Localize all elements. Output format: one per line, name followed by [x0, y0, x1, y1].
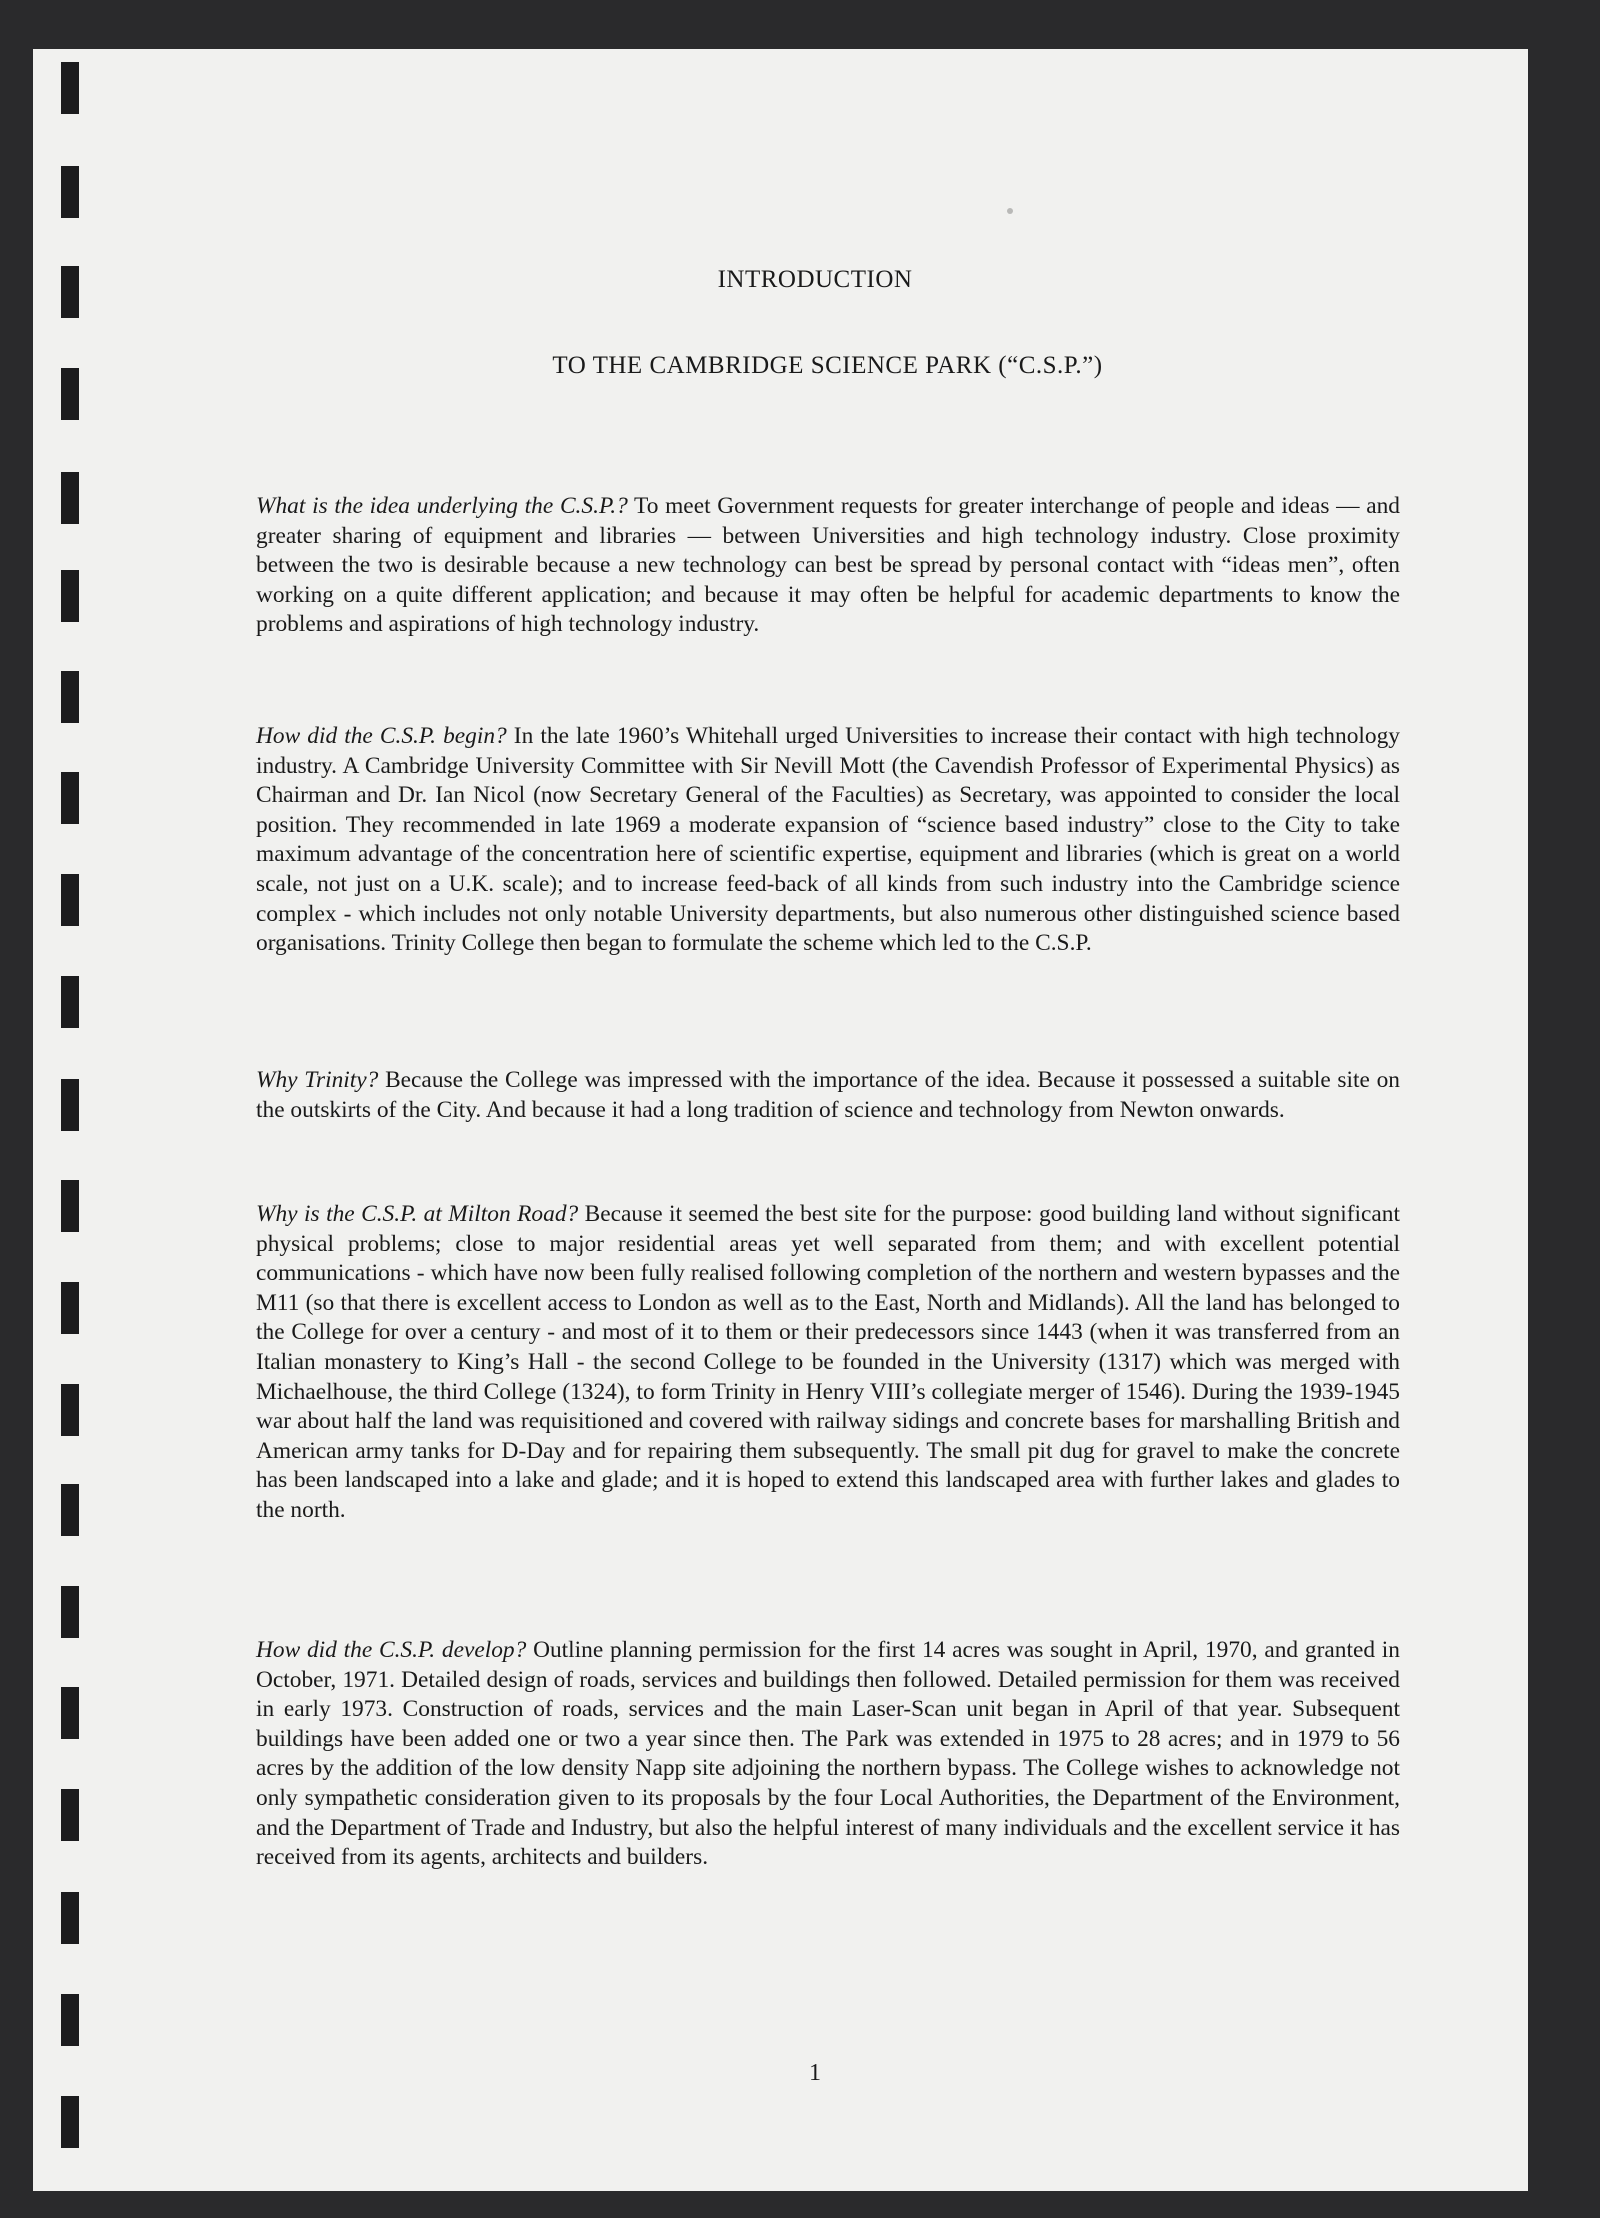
section-text: Because the College was impressed with the importance of the idea. Because it possessed a suitable site on the outskirts of the City. And because it had a long tradition of science and technology from Newton onwards. — [256, 1067, 1400, 1123]
binding-hole — [61, 1994, 79, 2046]
page-number: 1 — [809, 2060, 821, 2086]
document-subtitle: TO THE CAMBRIDGE SCIENCE PARK (“C.S.P.”) — [552, 352, 1103, 379]
section-question: How did the C.S.P. develop? — [256, 1637, 527, 1663]
paper-speck — [1007, 208, 1013, 214]
binding-hole — [61, 1180, 79, 1232]
binding-hole — [61, 1789, 79, 1841]
section-text: Outline planning permission for the first 14 acres was sought in April, 1970, and granted in October, 1971. Detailed design of roads, services and buildings then followed. Detailed permission for them was received in early 1973. Construction of roads, services and the main Laser-Scan unit began in April of that year. Subsequent buildings have been added one or two a year since then. The Park was extended in 1975 to 28 acres; and in 1979 to 56 acres by the addition of the low density Napp site adjoining the northern bypass. The College wishes to acknowledge not only sympathetic consideration given to its proposals by the four Local Authorities, the Department of the Environment, and the Department of Trade and Industry, but also the helpful interest of many individuals and the excellent service it has received from its agents, architects and builders. — [256, 1637, 1400, 1871]
section-develop — [256, 1636, 1400, 1873]
binding-hole — [61, 1687, 79, 1739]
binding-hole — [61, 472, 79, 524]
binding-hole — [61, 874, 79, 926]
binding-hole — [61, 1892, 79, 1944]
binding-hole — [61, 1586, 79, 1638]
section-idea — [256, 492, 1400, 640]
binding-hole — [61, 772, 79, 824]
section-begin — [256, 722, 1400, 959]
section-text: In the late 1960’s Whitehall urged Universities to increase their contact with high technology industry. A Cambridge University Committee with Sir Nevill Mott (the Cavendish Professor of Experimental Physics) as Chairman and Dr. Ian Nicol (now Secretary General of the Faculties) as Secretary, was appointed to consider the local position. They recommended in late 1969 a moderate expansion of “science based industry” close to the City to take maximum advantage of the concentration here of scientific expertise, equipment and libraries (which is great on a world scale, not just on a U.K. scale); and to increase feed-back of all kinds from such industry into the Cambridge science complex - which includes not only notable University departments, but also numerous other distinguished science based organisations. Trinity College then began to formulate the scheme which led to the C.S.P. — [256, 723, 1400, 957]
section-question: Why is the C.S.P. at Milton Road? — [256, 1201, 579, 1227]
binding-hole — [61, 1079, 79, 1131]
binding-hole — [61, 2096, 79, 2148]
binding-hole — [61, 166, 79, 218]
document-title: INTRODUCTION — [717, 266, 913, 293]
section-trinity — [256, 1066, 1400, 1125]
binding-hole — [61, 671, 79, 723]
section-question: What is the idea underlying the C.S.P.? — [256, 493, 628, 519]
binding-hole — [61, 570, 79, 622]
section-question: Why Trinity? — [256, 1067, 379, 1093]
binding-hole — [61, 976, 79, 1028]
section-text: Because it seemed the best site for the purpose: good building land without significant physical problems; close to major residential areas yet well separated from them; and with excellent potential communications - which have now been fully realised following completion of the northern and western bypasses and the M11 (so that there is excellent access to London as well as to the East, North and Midlands). All the land has belonged to the College for over a century - and most of it to them or their predecessors since 1443 (when it was transferred from an Italian monastery to King’s Hall - the second College to be founded in the University (1317) which was merged with Michaelhouse, the third College (1324), to form Trinity in Henry VIII’s collegiate merger of 1546). During the 1939-1945 war about half the land was requisitioned and covered with railway sidings and concrete bases for marshalling British and American army tanks for D-Day and for repairing them subsequently. The small pit dug for gravel to make the concrete has been landscaped into a lake and glade; and it is hoped to extend this landscaped area with further lakes and glades to the north. — [256, 1201, 1400, 1523]
binding-hole — [61, 1384, 79, 1436]
binding-hole — [61, 62, 79, 114]
section-text: To meet Government requests for greater interchange of people and ideas — and greater sharing of equipment and libraries — between Universities and high technology industry. Close proximity between the two is desirable because a new technology can best be spread by personal contact with “ideas men”, often working on a quite different application; and because it may often be helpful for academic departments to know the problems and aspirations of high technology industry. — [256, 493, 1400, 638]
section-question: How did the C.S.P. begin? — [256, 723, 507, 749]
binding-hole — [61, 1484, 79, 1536]
binding-hole — [61, 1282, 79, 1334]
section-milton-road — [256, 1200, 1400, 1526]
